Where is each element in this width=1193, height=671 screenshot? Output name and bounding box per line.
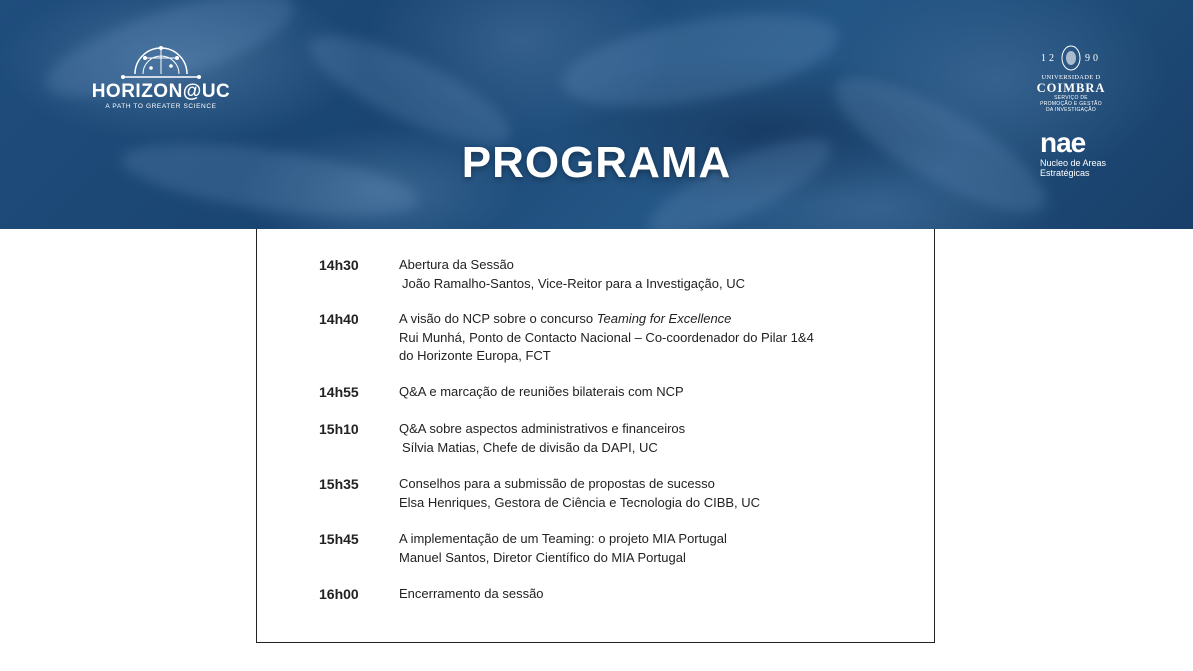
agenda-time: 15h35 — [319, 476, 359, 492]
agenda-speaker: Rui Munhá, Ponto de Contacto Nacional – Co-coordenador do Pilar 1&4 — [399, 329, 814, 345]
uc-universidade-text: UNIVERSIDADE D — [1041, 74, 1101, 81]
agenda-title-italic: Teaming for Excellence — [596, 311, 732, 326]
agenda-item — [319, 530, 909, 567]
uc-service-line-2: PROMOÇÃO E GESTÃO — [1040, 101, 1102, 107]
uc-service-line-3: DA INVESTIGAÇÃO — [1045, 107, 1097, 113]
uc-year-left: 12 — [1041, 52, 1057, 64]
agenda-title: A implementação de um Teaming: o projeto MIA Portugal — [399, 531, 727, 546]
agenda-time: 15h10 — [319, 421, 359, 437]
agenda-item — [319, 585, 909, 604]
agenda-title-prefix: A visão do NCP sobre o concurso — [399, 311, 597, 326]
agenda-title: Conselhos para a submissão de propostas de sucesso — [399, 476, 715, 491]
agenda-speaker: Sílvia Matias, Chefe de divisão da DAPI, UC — [402, 439, 658, 455]
nae-wordmark: nae — [1040, 127, 1086, 158]
nae-subtitle-1: Nucleo de Areas — [1040, 158, 1107, 168]
agenda-time: 16h00 — [319, 586, 359, 602]
nae-subtitle-2: Estratégicas — [1040, 168, 1090, 178]
agenda-item — [319, 475, 909, 512]
agenda-item — [319, 420, 909, 457]
agenda-speaker: João Ramalho-Santos, Vice-Reitor para a Investigação, UC — [402, 275, 745, 291]
uc-service-line-1: SERVIÇO DE — [1054, 95, 1088, 101]
uc-year-right: 90 — [1085, 52, 1101, 64]
agenda-title: Abertura da Sessão — [399, 257, 514, 272]
agenda-speaker: Manuel Santos, Diretor Científico do MIA Portugal — [399, 549, 686, 565]
university-seal-icon — [1061, 45, 1081, 71]
agenda-time: 14h40 — [319, 311, 359, 327]
horizon-brand-text: HORIZON@UC — [91, 81, 231, 102]
agenda-time: 14h55 — [319, 384, 359, 400]
horizon-tagline: A PATH TO GREATER SCIENCE — [105, 103, 217, 110]
globe-network-icon — [121, 44, 201, 80]
agenda-title: Q&A e marcação de reuniões bilaterais com NCP — [399, 384, 684, 399]
agenda-time: 14h30 — [319, 257, 359, 273]
agenda-title: Q&A sobre aspectos administrativos e financeiros — [399, 421, 686, 436]
uc-coimbra-text: COIMBRA — [1036, 81, 1106, 95]
page-title: PROGRAMA — [461, 138, 732, 187]
agenda-title — [399, 310, 814, 329]
horizon-uc-logo — [88, 44, 234, 118]
nae-logo — [1040, 128, 1110, 178]
agenda-item — [319, 383, 909, 402]
agenda-item — [319, 310, 909, 366]
header-banner — [0, 0, 1193, 229]
agenda-title: Encerramento da sessão — [399, 586, 544, 601]
agenda-panel — [256, 229, 935, 643]
agenda-speaker: Elsa Henriques, Gestora de Ciência e Tecnologia do CIBB, UC — [399, 494, 761, 510]
universidade-coimbra-logo — [1036, 44, 1106, 113]
agenda-speaker-continued: do Horizonte Europa, FCT — [399, 348, 551, 363]
agenda-time: 15h45 — [319, 531, 359, 547]
agenda-item — [319, 256, 909, 293]
